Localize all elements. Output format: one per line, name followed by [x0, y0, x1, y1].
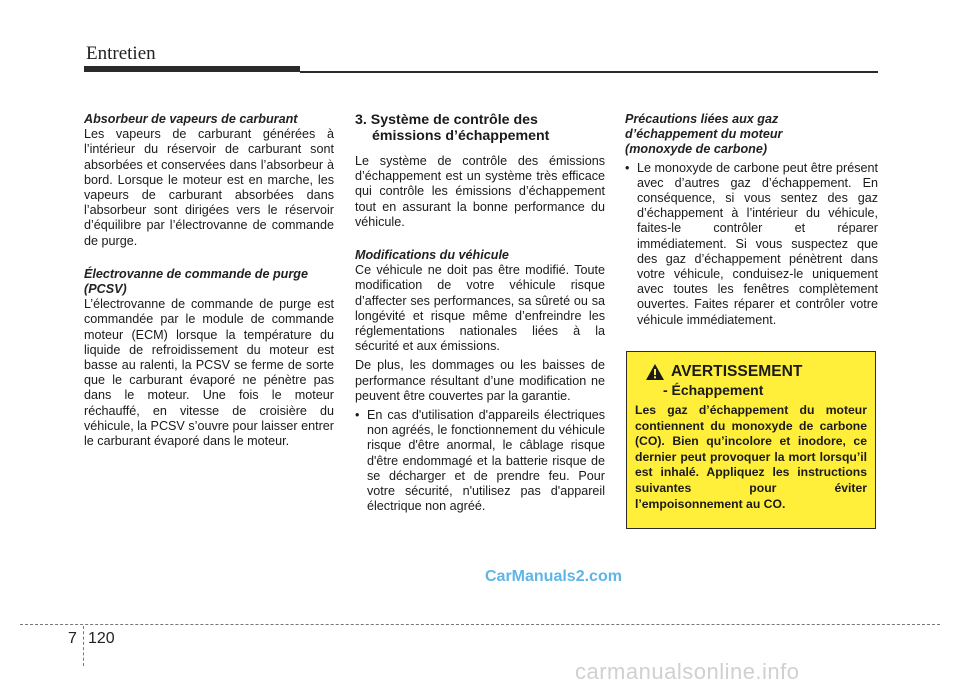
bullet-monoxyde: [625, 161, 878, 328]
subhead-modifications: Modifications du véhicule: [355, 248, 509, 263]
bullet-appareils: [355, 408, 605, 514]
page-chapter: 7: [68, 630, 77, 647]
watermark: CarManuals2.com: [485, 568, 622, 585]
subhead-absorbeur: Absorbeur de vapeurs de carburant: [84, 112, 298, 126]
section-title-line2: émissions d’échappement: [372, 128, 550, 144]
bullet-monoxyde-text: Le monoxyde de carbone peut être présent avec d’autres gaz d’échappement. En conséquence, si vous sentez des gaz d’échappement à l’intérieur du véhicule, faites-le contrôler et réparer immédiatement. Si vous suspectez que des gaz d’échappement pénètrent dans votre véhicule, conduisez-le uniquement avec toutes les fenêtres complètement ouvertes. Faites réparer et contrôler votre véhicule immédiatement.: [637, 160, 878, 327]
warning-box: [626, 351, 876, 529]
footer-vline: [83, 626, 84, 666]
column-3: [625, 112, 878, 328]
bullet-dot: •: [625, 160, 630, 175]
header-rule-thick: [84, 66, 300, 72]
warning-text: Les gaz d’échappement du moteur contiennent du monoxyde de carbone (CO). Bien qu’incolore et inodore, ce dernier peut provoquer la mort lorsqu’il est inhalé. Appliquez les instructions suivantes pour éviter l’empoisonnement au CO.: [635, 403, 867, 511]
warning-triangle-icon: [645, 363, 665, 381]
paragraph-modifications: Ce véhicule ne doit pas être modifié. Toute modification de votre véhicule risque d’affecter ses performances, sa sûreté ou sa longévité et risque même d’enfreindre les réglementations nationales liées à la sécurité et aux émissions.: [355, 263, 605, 354]
warning-subtitle: - Échappement: [663, 382, 764, 398]
bullet-appareils-text: En cas d'utilisation d'appareils électriques non agréés, le fonctionnement du véhicule risque d'être anormal, le câblage risque d'être endommagé et la batterie risque de se décharger et de prendre feu. Pour votre sécurité, n'utilisez pas d'appareil électrique non agréé.: [367, 408, 605, 514]
subhead-precautions: [625, 112, 878, 158]
footer-rule: [20, 624, 940, 625]
warning-title: AVERTISSEMENT: [671, 363, 803, 380]
bullet-dot: •: [355, 408, 360, 423]
paragraph-garantie: De plus, les dommages ou les baisses de performance résultant d’une modification ne peuvent être couvertes par la garantie.: [355, 358, 605, 403]
paragraph-absorbeur: Les vapeurs de carburant générées à l’intérieur du réservoir de carburant sont absorbées et conservées dans l’absorbeur à bord. Lorsque le moteur est en marche, les vapeurs de carburant absorbées dans l’absorbeur sont dirigées vers le réservoir d’équilibre par l’électrovanne de commande de purge.: [84, 127, 334, 248]
section-title-line1: 3. Système de contrôle des: [355, 112, 538, 128]
site-mark: carmanualsonline.info: [575, 659, 800, 684]
subhead-pcsv: Électrovanne de commande de purge (PCSV): [84, 266, 308, 297]
page-number: 120: [88, 630, 115, 647]
subhead-precautions-l3: (monoxyde de carbone): [625, 142, 768, 157]
warning-header: [635, 362, 867, 382]
paragraph-pcsv: L’électrovanne de commande de purge est commandée par le module de commande moteur (ECM) lorsque la température du liquide de refroidissement du moteur est basse au ralenti, la PCSV se ferme de sorte que le carburant évaporé ne pénètre pas dans le moteur. Une fois le moteur réchauffé, en vitesse de croisière du véhicule, la PCSV s’ouvre pour laisser entrer le carburant évaporé dans le moteur.: [84, 297, 334, 449]
column-2: [355, 112, 605, 514]
subhead-precautions-l1: Précautions liées aux gaz: [625, 112, 779, 126]
header-rule-thin: [300, 71, 878, 73]
column-1: [84, 112, 334, 453]
subhead-precautions-l2: d’échappement du moteur: [625, 127, 783, 142]
paragraph-systeme: Le système de contrôle des émissions d’échappement est un système très efficace qui contrôle les émissions d’échappement tout en assurant la bonne performance du véhicule.: [355, 154, 605, 229]
section-title: [355, 112, 605, 144]
header-title: Entretien: [86, 43, 156, 64]
